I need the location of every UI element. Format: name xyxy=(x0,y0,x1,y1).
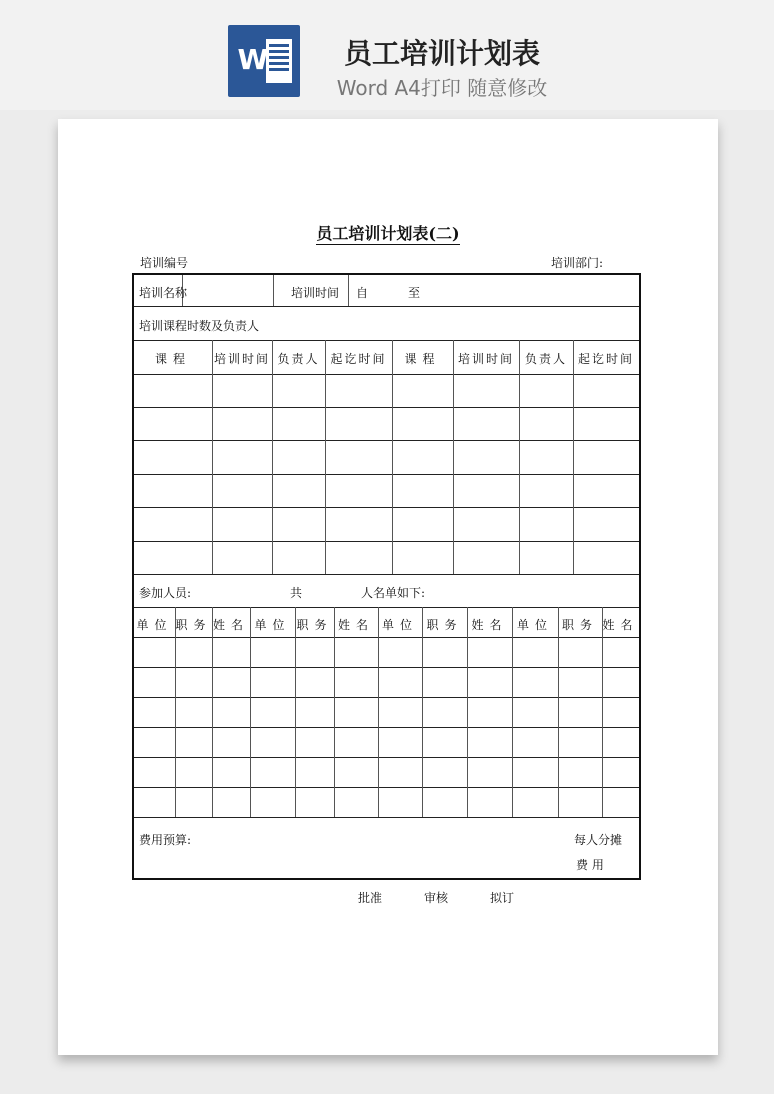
course-header: 课程 xyxy=(404,352,441,366)
banner-subtitle: Word A4打印 随意修改 xyxy=(336,76,548,100)
training-time-label: 培训时间 xyxy=(291,286,340,300)
attendee-header: 职务 xyxy=(426,618,463,632)
training-name-label: 培训名称 xyxy=(139,286,188,300)
banner-title: 员工培训计划表 xyxy=(343,37,540,70)
training-form-table xyxy=(132,273,641,880)
attendee-header: 姓名 xyxy=(602,618,639,632)
course-header: 培训时间 xyxy=(457,352,514,366)
list-label: 人名单如下: xyxy=(361,586,426,600)
course-header: 负责人 xyxy=(524,352,567,366)
attendee-header: 单位 xyxy=(516,618,553,632)
attendee-header: 职务 xyxy=(561,618,598,632)
course-header: 起讫时间 xyxy=(577,352,634,366)
word-icon xyxy=(228,25,300,97)
attendees-label: 参加人员: xyxy=(139,586,192,600)
total-label: 共 xyxy=(290,586,303,600)
training-dept-label: 培训部门: xyxy=(551,256,604,270)
word-logo-letter: W xyxy=(237,43,269,76)
course-header: 培训时间 xyxy=(213,352,270,366)
course-header: 课程 xyxy=(154,352,191,366)
from-label: 自 xyxy=(356,286,369,300)
banner xyxy=(0,0,774,110)
course-header: 负责人 xyxy=(277,352,320,366)
cost-label: 费 用 xyxy=(576,858,604,872)
to-label: 至 xyxy=(408,286,421,300)
review-label: 审核 xyxy=(424,891,449,905)
attendee-header: 单位 xyxy=(136,618,173,632)
attendee-header: 单位 xyxy=(381,618,418,632)
course-header: 起讫时间 xyxy=(330,352,387,366)
approve-label: 批准 xyxy=(358,891,383,905)
attendee-header: 姓名 xyxy=(212,618,249,632)
attendee-header: 职务 xyxy=(175,618,212,632)
attendee-header: 姓名 xyxy=(337,618,374,632)
draft-label: 拟订 xyxy=(490,891,515,905)
training-number-label: 培训编号 xyxy=(140,256,189,270)
attendee-header: 单位 xyxy=(254,618,291,632)
per-person-label: 每人分摊 xyxy=(574,833,623,847)
attendee-header: 姓名 xyxy=(471,618,508,632)
course-section-label: 培训课程时数及负责人 xyxy=(139,319,260,333)
budget-label: 费用预算: xyxy=(139,833,192,847)
attendee-header: 职务 xyxy=(296,618,333,632)
document-title: 员工培训计划表(二) xyxy=(316,224,460,243)
document-page xyxy=(58,119,718,1055)
